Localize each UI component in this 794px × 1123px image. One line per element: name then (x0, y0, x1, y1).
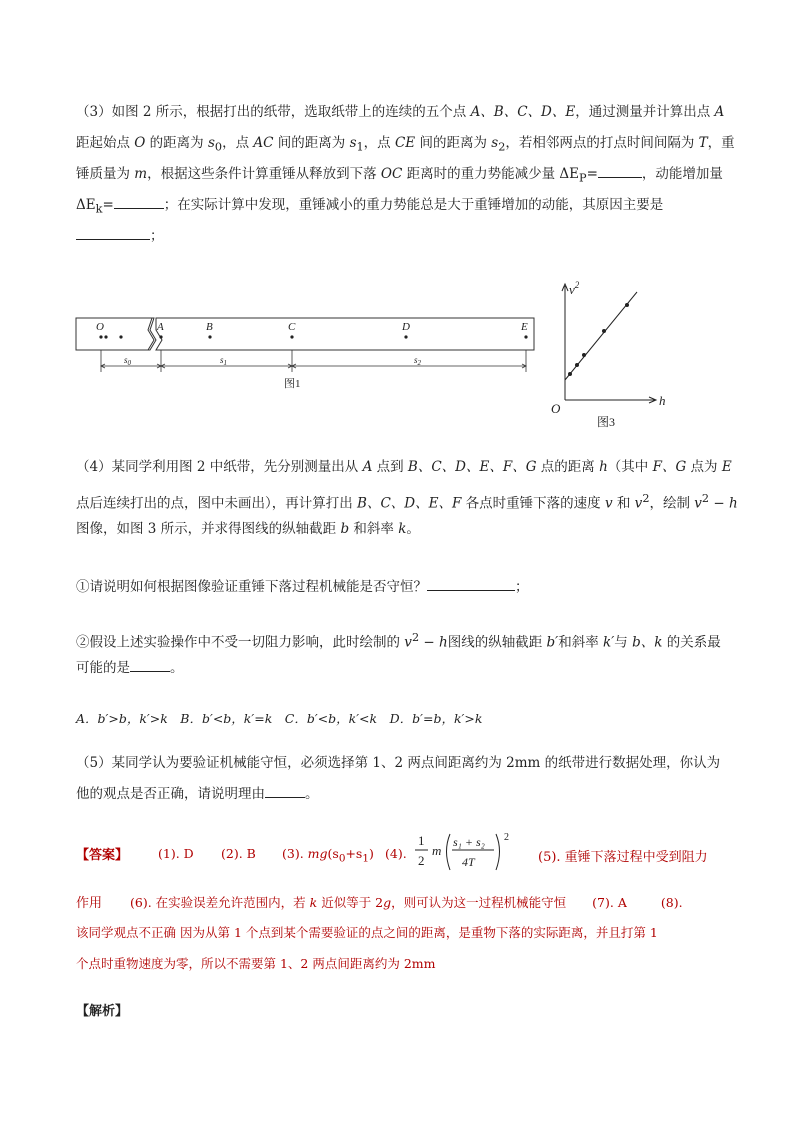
q4-text: 图线的纵轴截距 (447, 634, 547, 651)
q3-point-a: A (714, 104, 725, 120)
origin-label: O (551, 401, 561, 416)
q4-var: b′ (546, 634, 559, 651)
q3-text: ，重 (707, 135, 735, 151)
q4-text: 的关系最 (662, 634, 721, 651)
answer-3 (282, 846, 374, 865)
answer-blank-reason[interactable] (76, 223, 150, 240)
data-point (575, 363, 579, 367)
q4-text: 与 (614, 634, 633, 651)
q3-line-2 (76, 128, 735, 159)
answer-line-1 (76, 844, 128, 863)
figure-3-caption: 图3 (597, 415, 616, 429)
answer-var: g (383, 895, 392, 910)
data-point (582, 353, 586, 357)
q4-line-1 (76, 452, 732, 483)
q4-var: B、C、D、E、F、G (407, 459, 537, 475)
q4-text: 。 (406, 521, 420, 537)
point-label-d: D (402, 321, 410, 333)
q4-var: h (439, 634, 448, 651)
q4-text: （其中 (607, 459, 653, 475)
q4-var: F、G (652, 459, 687, 475)
point-label-a: A (157, 321, 164, 333)
q3-text: 锤质量为 (76, 166, 135, 182)
q3-line-5 (76, 221, 726, 252)
data-point (625, 303, 629, 307)
dot-d (404, 335, 407, 338)
q4-var: A (362, 459, 373, 475)
q4-sup: 2 (411, 631, 420, 644)
q4-line-2 (76, 483, 738, 514)
formula-mass: m (432, 843, 442, 858)
answer-line-4: 个点时重物速度为零，所以不需要第 1、2 两点间距离约为 2mm (76, 956, 436, 971)
analysis-section (76, 1000, 128, 1019)
answer-3-expr: +s (345, 846, 363, 861)
q3-sub: 0 (214, 140, 223, 154)
q3-text: ，若相邻两点的打点时间间隔为 (505, 135, 699, 151)
dot (119, 335, 122, 338)
answer-text: 作用 (76, 896, 103, 911)
q4-line-3 (76, 514, 726, 545)
answer-2: (2). B (221, 846, 256, 861)
answer-3-sub: 0 (338, 852, 346, 865)
q4-sub2-line-1 (76, 622, 726, 653)
q4-text: 图像，如图 3 所示，并求得图线的纵轴截距 (76, 521, 341, 537)
tape-left-segment (76, 318, 156, 350)
q3-text: 的距离为 (145, 135, 208, 151)
answer-blank-choice[interactable] (130, 655, 170, 672)
q3-text: 距离时的重力势能减少量 ΔE (402, 166, 579, 182)
dot (104, 335, 107, 338)
q3-line-3 (76, 159, 726, 190)
q3-sub: 1 (356, 140, 364, 154)
dot-a (159, 335, 162, 338)
q4-var: v (604, 495, 613, 512)
q3-var: s (491, 135, 499, 151)
answer-4-formula (412, 828, 522, 876)
q4-var: B、C、D、E、F (357, 495, 462, 512)
q4-text: ，绘制 (649, 495, 695, 512)
q3-sub: k (95, 202, 103, 216)
answer-var: k (309, 895, 318, 910)
answer-line-2 (76, 892, 683, 911)
figure-3-graph (545, 272, 675, 432)
point-label-e: E (521, 321, 528, 333)
answer-3-expr: ) (368, 846, 374, 861)
formula-half-numerator: 1 (418, 833, 425, 848)
figure-1-caption: 图1 (284, 378, 301, 390)
q4-sup: 2 (642, 492, 650, 505)
answer-3-expr: mg (307, 846, 328, 861)
q3-text: ，点 (363, 135, 395, 151)
q3-var: O (134, 135, 146, 151)
q3-text: ，动能增加量 (641, 166, 723, 182)
y-axis-label: $v^2$ (569, 280, 580, 297)
answer-blank-verify[interactable] (427, 574, 515, 591)
dot-b (208, 335, 211, 338)
answer-blank-ek[interactable] (114, 192, 164, 209)
q4-text: ②假设上述实验操作中不受一切阻力影响，此时绘制的 (76, 634, 405, 651)
q4-text: 点为 (686, 459, 722, 475)
q4-text: − (419, 634, 440, 651)
q3-var: OC (380, 166, 403, 182)
q3-line-1 (76, 97, 726, 128)
analysis-label: 【解析】 (76, 1003, 129, 1018)
figure-1-tape (70, 310, 540, 400)
q3-text: ，通过测量并计算出点 (575, 104, 715, 120)
answer-6: (6). 在实验误差允许范围内，若 (130, 895, 310, 910)
q4-options (76, 703, 726, 734)
answer-7: (7). A (592, 895, 627, 910)
q4-sub2-line-2 (76, 653, 726, 684)
answer-3-prefix: (3). (282, 846, 308, 861)
q3-text: 距起始点 (76, 135, 135, 151)
q3-text: ； (150, 228, 164, 244)
q4-text: 和斜率 (349, 521, 399, 537)
q3-var: CE (394, 135, 416, 151)
q4-sub-1 (76, 572, 726, 603)
q3-sub: P (579, 171, 587, 185)
q3-var: s (207, 135, 215, 151)
q4-text: （4）某同学利用图 2 中纸带，先分别测量出从 (76, 459, 363, 475)
q5-text: 。 (305, 786, 319, 802)
q4-text: 和 (612, 495, 635, 512)
q4-sup: 2 (701, 492, 710, 505)
q4-text: − (709, 495, 729, 512)
data-point (602, 329, 606, 333)
question-4 (76, 452, 738, 545)
q3-line-4 (76, 190, 726, 221)
q4-var: b (340, 521, 350, 537)
dot-e (524, 335, 527, 338)
q4-text: 点到 (372, 459, 408, 475)
answer-1: (1). D (158, 846, 194, 861)
answer-4-label: (4). (385, 846, 407, 861)
segment-s0: $s_0$ (124, 355, 132, 367)
q4-var: k (398, 521, 407, 537)
data-point (568, 372, 572, 376)
q4-text: ； (515, 579, 529, 595)
q4-var: h (599, 459, 608, 475)
q3-text: 间的距离为 (415, 135, 492, 151)
q3-text: ΔE (76, 197, 96, 213)
x-axis-label: h (659, 393, 666, 408)
q3-text: = (586, 166, 598, 182)
options-text: A．b′>b，k′>k B．b′<b，k′=k C．b′<b，k′<k D．b′=b，k′>k (76, 711, 483, 726)
q4-var: b、k (632, 634, 663, 651)
q4-var: k′ (603, 634, 615, 651)
q4-sub1-text: ①请说明如何根据图像验证重锤下落过程机械能是否守恒？ (76, 579, 427, 595)
q3-text: = (102, 197, 114, 213)
q4-text: 点后连续打出的点，图中未画出），再计算打出 (76, 495, 358, 512)
q3-text: ，根据这些条件计算重锤从释放到下落 (147, 166, 381, 182)
answer-3-expr: (s (327, 846, 339, 861)
q4-text: 点的距离 (536, 459, 600, 475)
q4-text: 各点时重锤下落的速度 (461, 495, 605, 512)
q4-var: v (404, 634, 412, 651)
answer-text: ，则可认为这一过程机械能守恒 (391, 895, 567, 910)
q3-points: A、B、C、D、E (470, 104, 576, 120)
q3-text: 间的距离为 (273, 135, 350, 151)
q4-text: 和斜率 (558, 634, 604, 651)
answer-label: 【答案】 (76, 847, 129, 862)
point-label-b: B (206, 321, 213, 333)
q4-text: 可能的是 (76, 660, 130, 676)
answer-5: (5). 重锤下落过程中受到阻力 (538, 850, 708, 865)
q3-var: m (134, 166, 148, 182)
q3-text: ，点 (222, 135, 254, 151)
formula-half-denominator: 2 (418, 853, 425, 868)
q4-var: v (634, 495, 643, 512)
q3-sub: 2 (498, 140, 506, 154)
q4-var: h (729, 495, 738, 512)
formula-numerator: s₁ + s₂ (453, 835, 485, 849)
question-3 (76, 97, 735, 252)
answer-3-sub: 1 (362, 852, 369, 865)
q4-var: v (694, 495, 702, 512)
answer-line-3: 该同学观点不正确 因为从第 1 个点到某个需要验证的点之间的距离，是重物下落的实际距离，并且打第 1 (76, 925, 658, 940)
point-label-o: O (96, 321, 104, 333)
q5-line-2: 他的观点是否正确，请说明理由 (76, 786, 265, 802)
q4-text: 。 (170, 660, 184, 676)
answer-8-label: (8). (660, 895, 683, 910)
question-5 (76, 748, 726, 810)
tape-dots (99, 335, 527, 338)
q3-var: AC (253, 135, 274, 151)
q5-line-1: （5）某同学认为要验证机械能守恒，必须选择第 1、2 两点间距离约为 2mm 的纸带进行数据处理，你认为 (76, 755, 721, 771)
q3-text: （3）如图 2 所示，根据打出的纸带，选取纸带上的连续的五个点 (76, 104, 471, 120)
tape-dimension-lines (101, 350, 526, 372)
answer-text: 近似等于 2 (317, 895, 384, 910)
q3-var: s (349, 135, 357, 151)
answer-blank-opinion[interactable] (265, 781, 305, 798)
q4-var: E (721, 459, 732, 475)
dot-o (99, 335, 102, 338)
point-label-c: C (288, 321, 296, 333)
answer-blank-ep[interactable] (598, 161, 642, 178)
dot-c (290, 335, 293, 338)
q4-sub-2 (76, 622, 726, 684)
formula-exponent: 2 (504, 832, 509, 843)
q3-text: ；在实际计算中发现，重锤减小的重力势能总是大于重锤增加的动能，其原因主要是 (163, 197, 664, 213)
segment-s2: $s_2$ (414, 355, 422, 367)
q3-var: T (698, 135, 708, 151)
formula-denominator: 4T (462, 855, 475, 869)
segment-s1: $s_1$ (220, 355, 228, 367)
